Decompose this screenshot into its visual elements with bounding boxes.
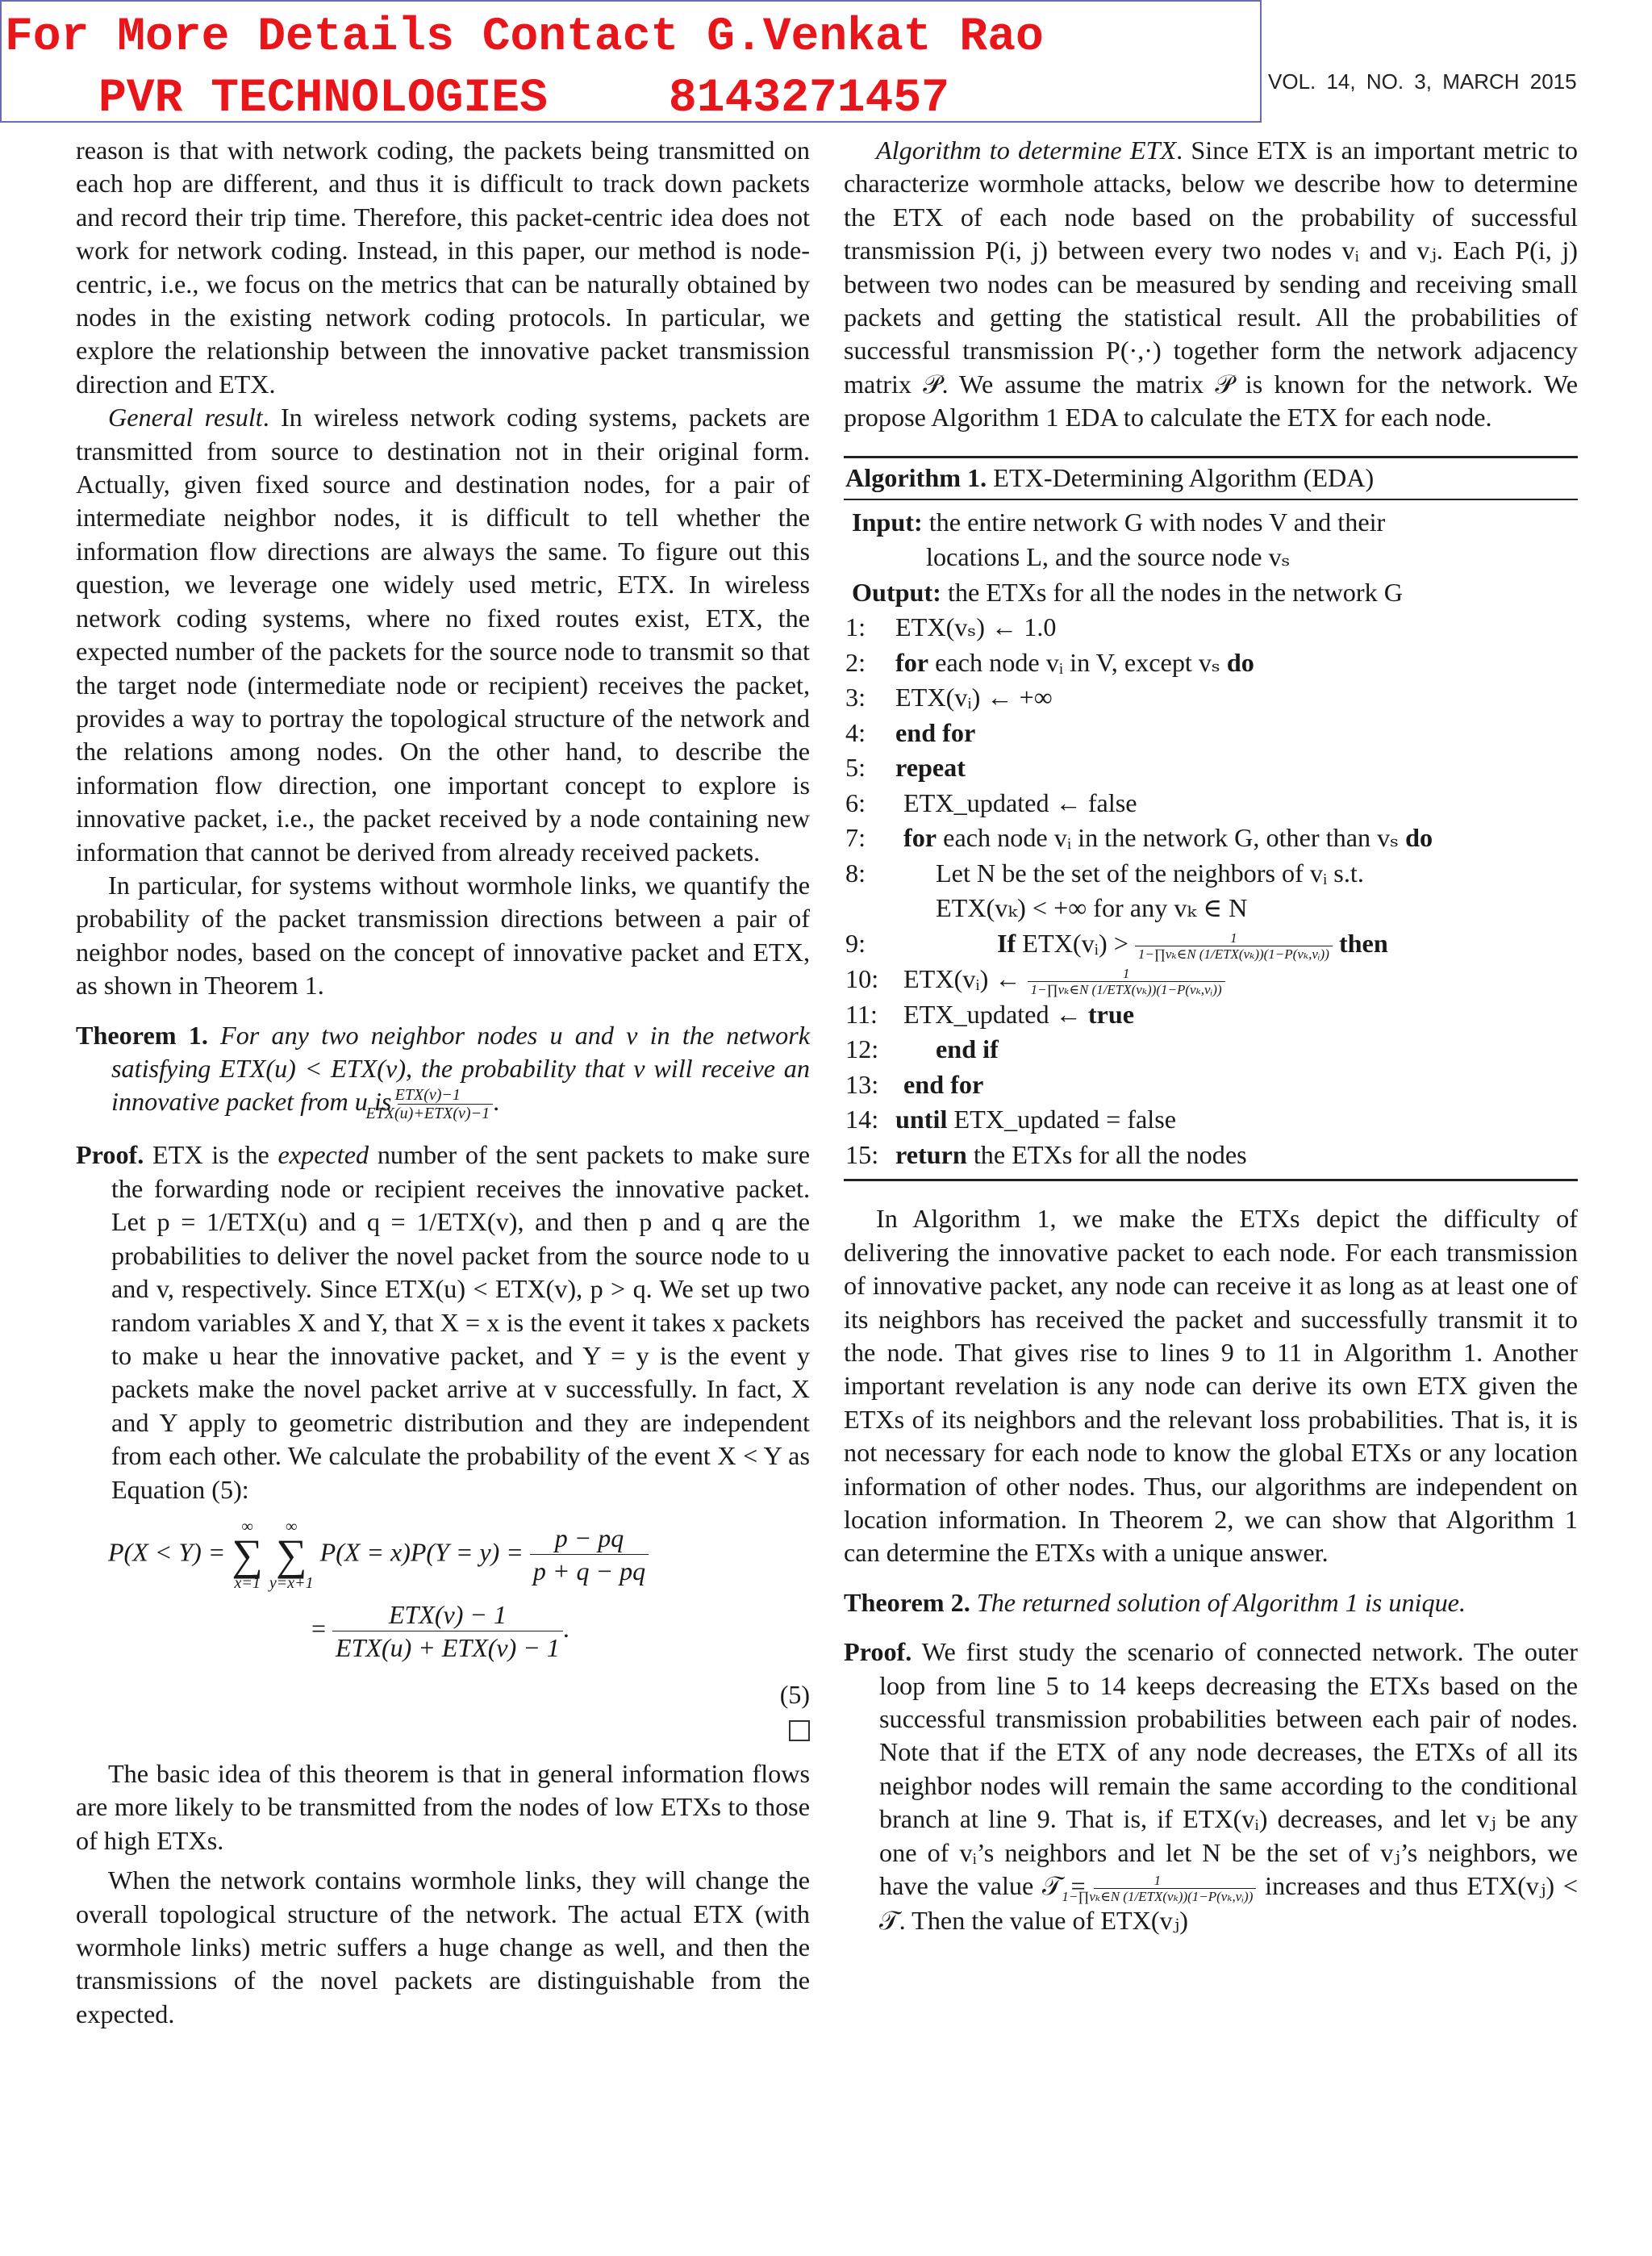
algorithm-line: 7: for each node vᵢ in the network G, other than vₛ do: [845, 823, 1433, 853]
theorem-fraction: $\frac{\text{ETX(v)−1}}{\text{ETX(u)+ETX(v)−1}}$: [398, 1086, 493, 1122]
right-column: [844, 134, 1578, 1938]
banner-company-line: [98, 71, 949, 127]
left-column: [76, 134, 810, 2031]
fraction: $\frac{p - pq}{p + q - pq}$: [530, 1522, 649, 1587]
run-in-heading: Algorithm to determine ETX: [876, 136, 1177, 165]
proof-label: Proof.: [76, 1140, 144, 1170]
equation-number: (5): [779, 1679, 810, 1709]
theorem-1: Theorem 1. For any two neighbor nodes u and v in the network satisfying ETX(u) < ETX(v), the probability that v will receive an innovative packet from u is $\frac{\text{ETX(v)−1}}{\text{ETX(u)+ETX(v)−1}}$ .: [76, 1020, 811, 1123]
algorithm-line: 12: end if: [845, 1034, 999, 1064]
algorithm-line: 6: ETX_updated ← false: [845, 788, 1137, 817]
banner-phone: 8143271457: [668, 73, 949, 125]
contact-banner: [0, 0, 1262, 123]
fraction: $\frac{\text{ETX(v) − 1}}{\text{ETX(u) + ETX(v) − 1}}$: [332, 1598, 563, 1664]
algorithm-line: 11: ETX_updated ← true: [845, 999, 1135, 1029]
paragraph: In Algorithm 1, we make the ETXs depict the difficulty of delivering the innovative packet to each node. For each transmission of innovative packet, any node can receive it as long as at least one of its neighbors has received the packet and successfully transmit it to the node. That gives rise to lines 9 to 11 in Algorithm 1. Another important revelation is any node can derive its own ETX given the ETXs of its neighbors and the relevant loss probabilities. That is, it is not necessary for each node to know the global ETXs or any location information of other nodes. Thus, our algorithms are independent on location information. In Theorem 2, we can show that Algorithm 1 can determine the ETXs with a unique answer.: [844, 1204, 1578, 1568]
algorithm-line: 2: for each node vᵢ in V, except vₛ do: [845, 647, 1254, 677]
algorithm-line: 10: ETX(vᵢ) ← $\frac{1}{\text{1−∏vₖ∈N (1/ETX(vₖ))(1−P(vₖ,vᵢ))}}$: [845, 962, 1578, 997]
algorithm-input-cont: locations L, and the source node vₛ: [926, 542, 1291, 572]
banner-contact-line: For More Details Contact G.Venkat Rao: [5, 11, 1044, 64]
algorithm-line: 9: If ETX(vᵢ) > $\frac{1}{\text{1−∏vₖ∈N (1/ETX(vₖ))(1−P(vₖ,vᵢ))}}$ then: [845, 928, 1388, 962]
t-fraction: $\frac{1}{\text{1−∏vₖ∈N (1/ETX(vₖ))(1−P(vₖ,vᵢ))}}$: [1094, 1873, 1256, 1904]
qed-square-icon: [789, 1720, 810, 1741]
theorem-label: Theorem 1.: [76, 1020, 208, 1050]
journal-issue: VOL. 14, NO. 3, MARCH 2015: [1268, 69, 1577, 94]
algorithm-line: 1: ETX(vₛ) ← 1.0: [845, 612, 1057, 642]
equation-5: P(X < Y) = ∞ ∑ x=1 ∞ ∑ y=x+1 P(X = x)P(Y = y) = $\frac{p - pq}{p + q - pq}$ = $\frac{\text{ETX(v) − 1}}{\text{ETX(u) + ETX(v) − 1}}$ . (5): [76, 1518, 810, 1741]
algorithm-body: [844, 500, 1578, 1180]
theorem-2: Theorem 2. The returned solution of Algorithm 1 is unique.: [844, 1587, 1466, 1617]
update-fraction: $\frac{1}{\text{1−∏vₖ∈N (1/ETX(vₖ))(1−P(vₖ,vᵢ))}}$: [1135, 930, 1333, 962]
algorithm-title: Algorithm 1. ETX-Determining Algorithm (EDA): [844, 458, 1578, 500]
algorithm-line: 3: ETX(vᵢ) ← +∞: [845, 683, 1053, 712]
algorithm-line: 14: until ETX_updated = false: [845, 1105, 1177, 1134]
algorithm-1-box: [844, 456, 1578, 1182]
algorithm-line: 4: end for: [845, 717, 976, 747]
run-in-heading: General result: [108, 403, 263, 432]
algorithm-line: 15: return the ETXs for all the nodes: [845, 1139, 1247, 1169]
algorithm-line: 13: end for: [845, 1069, 984, 1099]
algorithm-input: Input: the entire network G with nodes V and their: [852, 507, 1386, 537]
theorem-label: Theorem 2.: [844, 1587, 970, 1617]
proof-2: Proof. We first study the scenario of connected network. The outer loop from line 5 to 14 keeps decreasing the ETXs based on the successful transmission probabilities between each pair of nodes. Note that if the ETX of any node decreases, the ETXs of all its neighbor nodes will remain the same according to the conditional branch at line 9. That is, if ETX(vᵢ) decreases, and let vⱼ be any one of vᵢ’s neighbors and let N be the set of vⱼ’s neighbors, we have the value 𝒯 = $\frac{1}{\text{1−∏vₖ∈N (1/ETX(vₖ))(1−P(vₖ,vᵢ))}}$ increases and thus ETX(vⱼ) < 𝒯. Then the value of ETX(vⱼ): [844, 1637, 1579, 1936]
update-fraction: $\frac{1}{\text{1−∏vₖ∈N (1/ETX(vₖ))(1−P(vₖ,vᵢ))}}$: [1028, 966, 1225, 997]
paragraph: reason is that with network coding, the packets being transmitted on each hop are different, and thus it is difficult to track down packets and record their trip time. Therefore, this packet-centric idea does not work for network coding. Instead, in this paper, our method is node-centric, i.e., we focus on the metrics that can be naturally obtained by nodes in the existing network coding protocols. In particular, we explore the relationship between the innovative packet transmission direction and ETX.: [76, 136, 810, 399]
algorithm-line: ETX(vₖ) < +∞ for any vₖ ∈ N: [936, 893, 1248, 923]
paragraph: When the network contains wormhole links, they will change the overall topological structure of the network. The actual ETX (with wormhole links) metric suffers a huge change as well, and then the transmissions of the novel packets are distinguishable from the expected.: [76, 1865, 810, 2028]
algorithm-line: 5: repeat: [845, 753, 966, 783]
proof-label: Proof.: [844, 1637, 912, 1667]
paragraph: In particular, for systems without wormhole links, we quantify the probability of the packet transmission directions between a pair of neighbor nodes, based on the concept of innovative packet and ETX, as shown in Theorem 1.: [76, 870, 810, 1001]
algorithm-output: Output: the ETXs for all the nodes in the network G: [852, 577, 1403, 607]
paragraph: The basic idea of this theorem is that in general information flows are more likely to be transmitted from the nodes of low ETXs to those of high ETXs.: [76, 1758, 810, 1855]
paragraph-algorithm-intro: Algorithm to determine ETX. Since ETX is an important metric to characterize wormhole attacks, below we describe how to determine the ETX of each node based on the probability of successful transmission P(i, j) between every two nodes vᵢ and vⱼ. Each P(i, j) between two nodes can be measured by sending and receiving small packets and getting the statistical result. All the probabilities of successful transmission P(·,·) together form the network adjacency matrix 𝒫. We assume the matrix 𝒫 is known for the network. We propose Algorithm 1 EDA to calculate the ETX for each node.: [844, 136, 1578, 432]
banner-company: PVR TECHNOLOGIES: [98, 73, 548, 125]
proof-1: Proof. ETX is the expected number of the sent packets to make sure the forwarding node or recipient receives the innovative packet. Let p = 1/ETX(u) and q = 1/ETX(v), and then p and q are the probabilities to deliver the novel packet from the source node to u and v, respectively. Since ETX(u) < ETX(v), p > q. We set up two random variables X and Y, that X = x is the event it takes x packets to make u hear the innovative packet, and Y = y is the event y packets make the novel packet arrive at v successfully. In fact, X and Y apply to geometric distribution and they are independent from each other. We calculate the probability of the event X < Y as Equation (5):: [76, 1140, 811, 1504]
paragraph-general-result: General result. In wireless network coding systems, packets are transmitted from source to destination not in their original form. Actually, given fixed source and destination nodes, for a pair of intermediate neighbor nodes, it is difficult to tell whether the information flow directions are always the same. To figure out this question, we leverage one widely used metric, ETX. In wireless network coding systems, where no fixed routes exist, ETX, the expected number of the packets for the source node to transmit so that the target node (intermediate node or recipient) receives the packet, provides a way to portray the topological structure of the network and the relations among nodes. On the other hand, to describe the information flow direction, one important concept to explore is innovative packet, i.e., the packet received by a node containing new information that cannot be derived from already received packets.: [76, 403, 810, 867]
sum-symbol: ∞ ∑ x=1: [232, 1517, 263, 1592]
algorithm-line: 8: Let N be the set of the neighbors of vᵢ s.t.: [845, 858, 1364, 888]
sum-symbol: ∞ ∑ y=x+1: [269, 1517, 314, 1592]
